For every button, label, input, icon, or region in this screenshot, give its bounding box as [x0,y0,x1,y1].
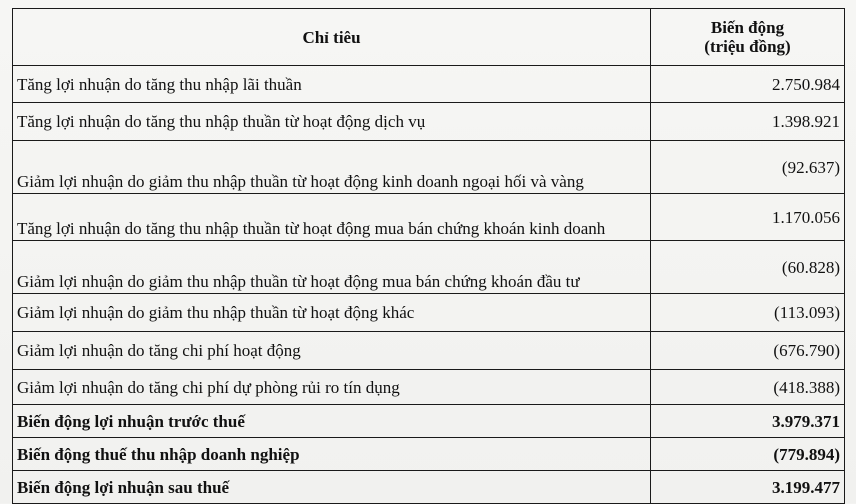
row-label: Giảm lợi nhuận do giảm thu nhập thuần từ hoạt động mua bán chứng khoán đầu tư [13,241,651,294]
table-row [13,66,845,103]
table-row [13,370,845,405]
profit-variance-table [12,8,845,504]
column-header-change [651,9,845,66]
table-row [13,294,845,332]
row-value: (418.388) [651,370,845,405]
table-row [13,194,845,241]
row-value: (779.894) [651,438,845,471]
row-value: 3.979.371 [651,405,845,438]
table-header-row [13,9,845,66]
table-row-total [13,405,845,438]
row-value: (60.828) [651,241,845,294]
row-value: (113.093) [651,294,845,332]
row-value: (676.790) [651,332,845,370]
row-value: 1.170.056 [651,194,845,241]
row-label: Giảm lợi nhuận do tăng chi phí hoạt động [13,332,651,370]
row-label: Biến động lợi nhuận sau thuế [13,471,651,504]
row-label: Giảm lợi nhuận do tăng chi phí dự phòng rủi ro tín dụng [13,370,651,405]
table-row [13,103,845,141]
row-label: Biến động thuế thu nhập doanh nghiệp [13,438,651,471]
row-value: 2.750.984 [651,66,845,103]
column-header-change-line1: Biến động [710,18,785,37]
table-row-total [13,438,845,471]
row-value: 1.398.921 [651,103,845,141]
column-header-indicator: Chỉ tiêu [13,9,651,66]
row-label: Biến động lợi nhuận trước thuế [13,405,651,438]
table-row-total [13,471,845,504]
row-value: 3.199.477 [651,471,845,504]
row-value: (92.637) [651,141,845,194]
row-label: Tăng lợi nhuận do tăng thu nhập lãi thuần [13,66,651,103]
row-label: Tăng lợi nhuận do tăng thu nhập thuần từ hoạt động mua bán chứng khoán kinh doanh [13,194,651,241]
table-row [13,141,845,194]
table-row [13,241,845,294]
row-label: Giảm lợi nhuận do giảm thu nhập thuần từ hoạt động khác [13,294,651,332]
row-label: Tăng lợi nhuận do tăng thu nhập thuần từ hoạt động dịch vụ [13,103,651,141]
table-row [13,332,845,370]
column-header-change-unit: (triệu đồng) [704,37,791,56]
row-label: Giảm lợi nhuận do giảm thu nhập thuần từ hoạt động kinh doanh ngoại hối và vàng [13,141,651,194]
